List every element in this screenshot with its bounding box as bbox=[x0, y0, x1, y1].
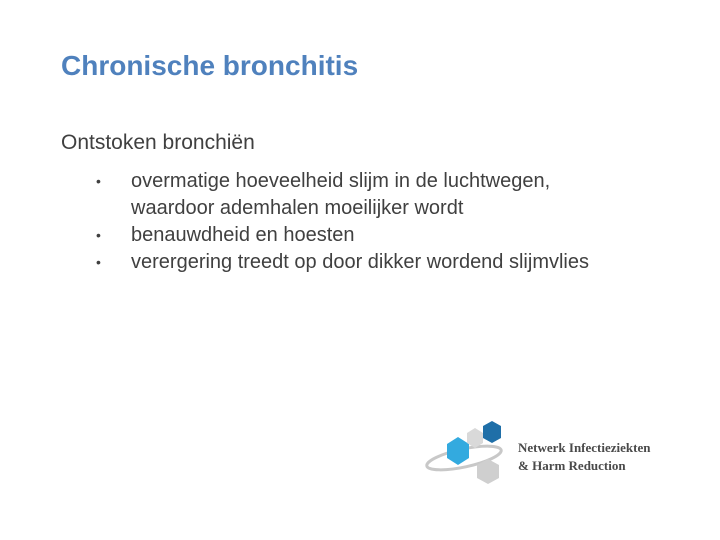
logo-text-line1: Netwerk Infectieziekten bbox=[518, 440, 651, 455]
slide-title: Chronische bronchitis bbox=[61, 50, 359, 81]
bullet-item bbox=[96, 168, 616, 222]
bullet-item bbox=[96, 249, 616, 276]
bullet-text: verergering treedt op door dikker wordend slijmvlies bbox=[131, 251, 589, 273]
bullet-marker: • bbox=[96, 227, 101, 243]
logo-hexagon-dark-blue bbox=[483, 421, 501, 443]
bullet-list bbox=[96, 168, 616, 276]
bullet-item bbox=[96, 222, 616, 249]
bullet-text: overmatige hoeveelheid slijm in de luchtwegen, waardoor ademhalen moeilijker wordt bbox=[131, 170, 551, 219]
logo-text-line2: & Harm Reduction bbox=[518, 458, 626, 473]
bullet-marker: • bbox=[96, 173, 101, 189]
logo-hexagons-icon bbox=[422, 418, 517, 498]
organization-logo bbox=[422, 418, 692, 498]
bullet-text: benauwdheid en hoesten bbox=[131, 224, 355, 246]
bullet-marker: • bbox=[96, 254, 101, 270]
logo-hexagon-light-blue bbox=[447, 437, 469, 465]
slide-subtitle: Ontstoken bronchiën bbox=[61, 131, 255, 154]
